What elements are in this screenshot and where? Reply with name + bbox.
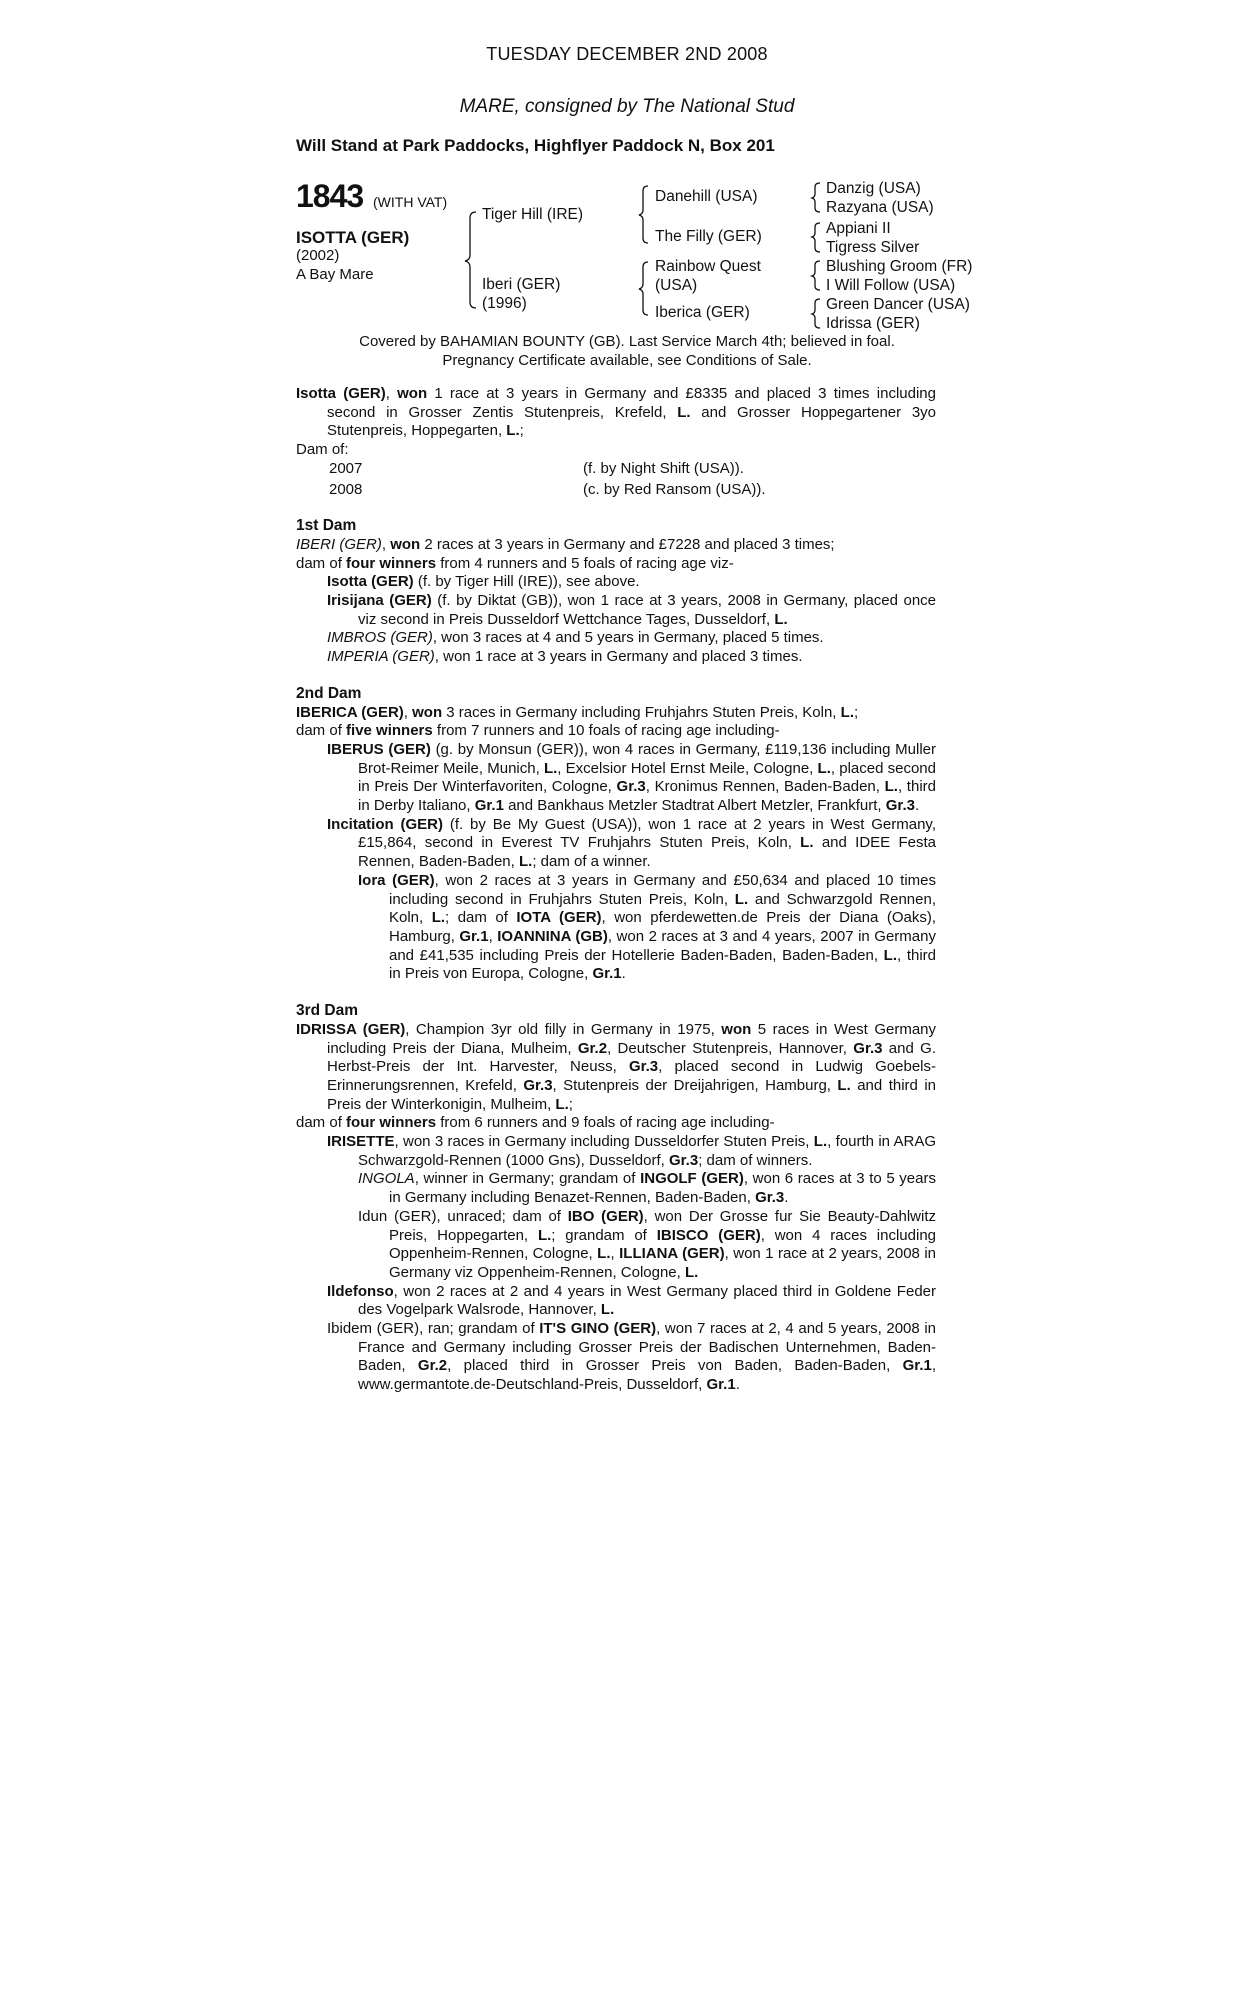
horse-description: A Bay Mare	[296, 266, 374, 283]
third-dam-sub-entry: Idun (GER), unraced; dam of IBO (GER), won Der Grosse fur Sie Beauty-Dahlwitz Preis, Hoppegarten, L.; grandam of IBISCO (GER), won 4 races including Oppenheim-Rennen, Cologne, L., ILLIANA (GER), won 1 race at 2 years, 2008 in Germany viz Oppenheim-Rennen, Cologne, L.	[358, 1207, 937, 1281]
pedigree-dam-dam: Iberica (GER)	[655, 304, 750, 321]
vat-note: (WITH VAT)	[373, 194, 448, 210]
bracket-main	[465, 212, 476, 308]
bracket-g78	[812, 299, 820, 328]
third-dam-record: IDRISSA (GER), Champion 3yr old filly in Germany in 1975, won 5 races in West Germany including Preis der Diana, Mulheim, Gr.2, Deutscher Stutenpreis, Hannover, Gr.3 and G. Herbst-Preis der Int. Harvester, Neuss, Gr.3, placed second in Ludwig Goebels-Erinnerungsrennen, Krefeld, Gr.3, Stutenpreis der Dreijahrigen, Hamburg, L. and third in Preis der Winterkonigin, Mulheim, L.;	[296, 1020, 937, 1113]
pedigree-dam: Iberi (GER)	[482, 276, 561, 293]
first-dam-entry: IMPERIA (GER), won 1 race at 3 years in Germany and placed 3 times.	[327, 648, 803, 666]
horse-name: ISOTTA (GER)	[296, 228, 410, 247]
bracket-g12	[812, 183, 820, 212]
pedigree-dam-sire: Rainbow Quest	[655, 258, 761, 275]
first-dam-entry: Isotta (GER) (f. by Tiger Hill (IRE)), see above.	[327, 573, 640, 591]
first-dam-entry: IMBROS (GER), won 3 races at 4 and 5 years in Germany, placed 5 times.	[327, 629, 824, 647]
pedigree-g2: Razyana (USA)	[826, 199, 934, 216]
third-dam-entry: IRISETTE, won 3 races in Germany including Dusseldorfer Stuten Preis, L., fourth in ARAG Schwarzgold-Rennen (1000 Gns), Dusseldorf, Gr.3; dam of winners.	[327, 1133, 936, 1169]
third-dam-entry: Ildefonso, won 2 races at 2 and 4 years in West Germany placed third in Goldene Feder des Vogelpark Walsrode, Hannover, L.	[327, 1282, 936, 1319]
pedigree-g3: Appiani II	[826, 220, 891, 237]
pedigree-g7: Green Dancer (USA)	[826, 296, 970, 313]
second-dam-entry: Incitation (GER) (f. by Be My Guest (USA)), won 1 race at 2 years in West Germany, £15,864, second in Everest TV Fruhjahrs Stuten Preis, Koln, L. and IDEE Festa Rennen, Baden-Baden, L.; dam of a winner.	[327, 815, 936, 871]
pedigree-g4: Tigress Silver	[826, 239, 920, 256]
second-dam-produce-summary: dam of five winners from 7 runners and 10 foals of racing age including-	[296, 722, 780, 740]
mare-name: Isotta (GER)	[296, 385, 386, 402]
bracket-g56	[812, 261, 820, 290]
first-dam-record: IBERI (GER), won 2 races at 3 years in Germany and £7228 and placed 3 times;	[296, 535, 835, 553]
produce-year: 2008	[329, 480, 363, 498]
produce-row	[296, 460, 936, 479]
bracket-g34	[812, 223, 820, 252]
pedigree-g1: Danzig (USA)	[826, 180, 921, 197]
first-dam-heading: 1st Dam	[296, 517, 357, 535]
consignment-line: MARE, consigned by The National Stud	[459, 96, 795, 117]
catalogue-body	[296, 385, 936, 1395]
produce-detail: (f. by Night Shift (USA)).	[583, 459, 744, 477]
bracket-dam	[639, 262, 648, 315]
pedigree-brackets	[0, 0, 1254, 340]
third-dam-heading: 3rd Dam	[296, 1002, 359, 1020]
second-dam-entry: IBERUS (GER) (g. by Monsun (GER)), won 4 races in Germany, £119,136 including Muller Brot-Reimer Meile, Munich, L., Excelsior Hotel Ernst Meile, Cologne, L., placed second in Preis Der Winterfavoriten, Cologne, Gr.3, Kronimus Rennen, Baden-Baden, L., third in Derby Italiano, Gr.1 and Bankhaus Metzler Stadtrat Albert Metzler, Frankfurt, Gr.3.	[327, 740, 936, 815]
horse-year: (2002)	[296, 247, 340, 264]
second-dam-record: IBERICA (GER), won 3 races in Germany including Fruhjahrs Stuten Preis, Koln, L.;	[296, 703, 859, 721]
dam-of-label: Dam of:	[296, 441, 349, 459]
third-dam-entry: Ibidem (GER), ran; grandam of IT'S GINO (GER), won 7 races at 2, 4 and 5 years, 2008 in France and Germany including Grosser Preis der Badischen Unternehmen, Baden-Baden, Gr.2, placed third in Grosser Preis von Baden, Baden-Baden, Gr.1, www.germantote.de-Deutschland-Preis, Dusseldorf, Gr.1.	[327, 1320, 936, 1394]
third-dam-produce-summary: dam of four winners from 6 runners and 9 foals of racing age including-	[296, 1114, 775, 1132]
pedigree-dam-sire-origin: (USA)	[655, 277, 698, 294]
second-dam-heading: 2nd Dam	[296, 684, 362, 702]
produce-detail: (c. by Red Ransom (USA)).	[583, 480, 766, 498]
won-label: won	[397, 385, 428, 402]
pedigree-sire-sire: Danehill (USA)	[655, 188, 758, 205]
produce-row	[296, 481, 936, 500]
sale-date: TUESDAY DECEMBER 2ND 2008	[486, 44, 768, 64]
lot-number: 1843	[296, 178, 364, 214]
first-dam-produce-summary: dam of four winners from 4 runners and 5 foals of racing age viz-	[296, 554, 734, 572]
covered-line: Covered by BAHAMIAN BOUNTY (GB). Last Service March 4th; believed in foal.	[359, 333, 895, 350]
pregnancy-line: Pregnancy Certificate available, see Conditions of Sale.	[442, 352, 812, 369]
pedigree-sire: Tiger Hill (IRE)	[482, 206, 584, 223]
bracket-sire	[639, 186, 648, 243]
pedigree-g6: I Will Follow (USA)	[826, 277, 956, 294]
pedigree-dam-year: (1996)	[482, 295, 527, 312]
pedigree-sire-dam: The Filly (GER)	[655, 228, 762, 245]
produce-year: 2007	[329, 459, 363, 477]
stand-location: Will Stand at Park Paddocks, Highflyer Paddock N, Box 201	[296, 136, 775, 155]
second-dam-sub-entry: Iora (GER), won 2 races at 3 years in Germany and £50,634 and placed 10 times including second in Fruhjahrs Stuten Preis, Koln, L. and Schwarzgold Rennen, Koln, L.; dam of IOTA (GER), won pferdewetten.de Preis der Diana (Oaks), Hamburg, Gr.1, IOANNINA (GB), won 2 races at 3 and 4 years, 2007 in Germany and £41,535 including Preis der Hotellerie Baden-Baden, Baden-Baden, L., third in Preis von Europa, Cologne, Gr.1.	[358, 871, 937, 983]
pedigree-g8: Idrissa (GER)	[826, 315, 920, 332]
mare-record: Isotta (GER), won 1 race at 3 years in Germany and £8335 and placed 3 times including second in Grosser Zentis Stutenpreis, Krefeld, L. and Grosser Hoppegartener 3yo Stutenpreis, Hoppegarten, L.;	[296, 385, 937, 440]
first-dam-entry: Irisijana (GER) (f. by Diktat (GB)), won 1 race at 3 years, 2008 in Germany, placed once viz second in Preis Dusseldorf Wettchance Tages, Dusseldorf, L.	[327, 592, 937, 628]
pedigree-g5: Blushing Groom (FR)	[826, 258, 973, 275]
third-dam-sub-entry: INGOLA, winner in Germany; grandam of INGOLF (GER), won 6 races at 3 to 5 years in Germany including Benazet-Rennen, Baden-Baden, Gr.3.	[358, 1170, 936, 1207]
